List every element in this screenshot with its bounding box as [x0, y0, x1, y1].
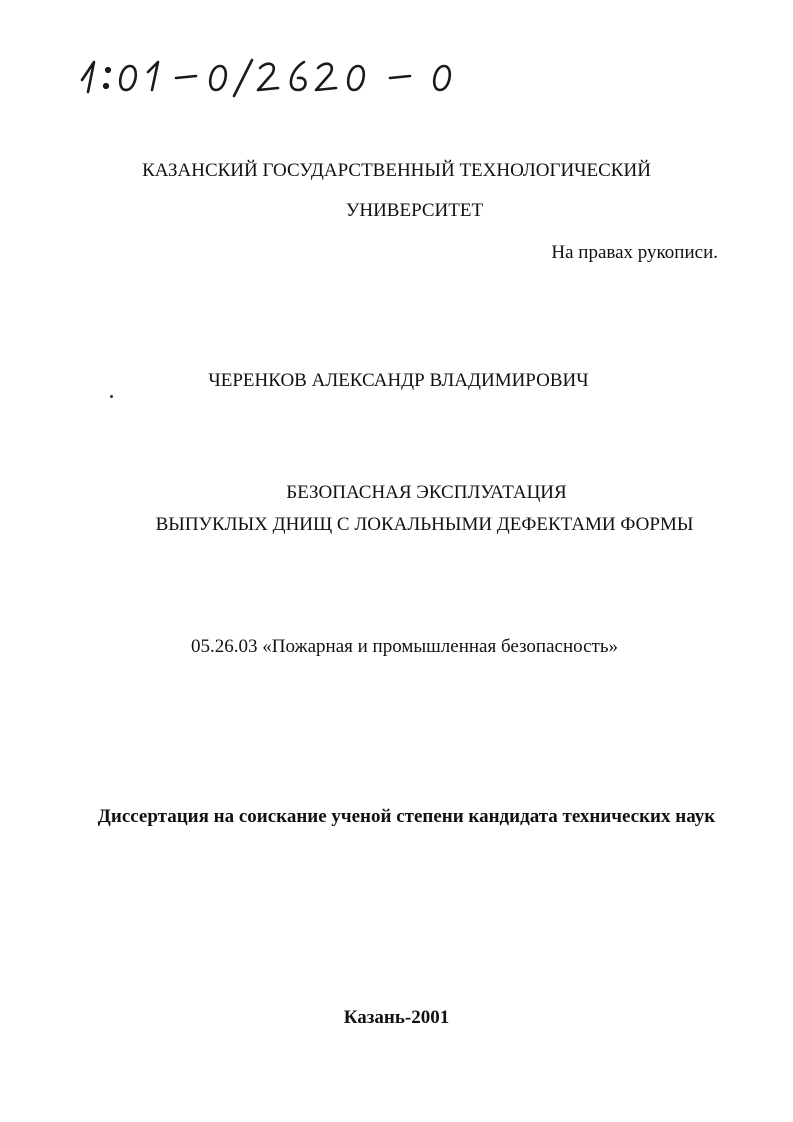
rights-note: На правах рукописи. [551, 242, 718, 263]
dissertation-note: Диссертация на соискание ученой степени кандидата технических наук [97, 806, 716, 827]
title-line2: ВЫПУКЛЫХ ДНИЩ С ЛОКАЛЬНЫМИ ДЕФЕКТАМИ ФОРМЫ [155, 514, 694, 535]
place-year: Казань-2001 [343, 1007, 450, 1028]
university-name-line2: УНИВЕРСИТЕТ [345, 200, 484, 221]
university-name-line1: КАЗАНСКИЙ ГОСУДАРСТВЕННЫЙ ТЕХНОЛОГИЧЕСКИЙ [142, 160, 651, 181]
scan-speck [110, 395, 113, 398]
archive-mark-text: 1:01-0/2620-0 [72, 40, 78, 41]
author-name: ЧЕРЕНКОВ АЛЕКСАНДР ВЛАДИМИРОВИЧ [208, 370, 589, 391]
title-line1: БЕЗОПАСНАЯ ЭКСПЛУАТАЦИЯ [286, 482, 567, 503]
handwritten-archive-number [72, 40, 492, 100]
specialty-code: 05.26.03 «Пожарная и промышленная безопасность» [190, 636, 619, 657]
